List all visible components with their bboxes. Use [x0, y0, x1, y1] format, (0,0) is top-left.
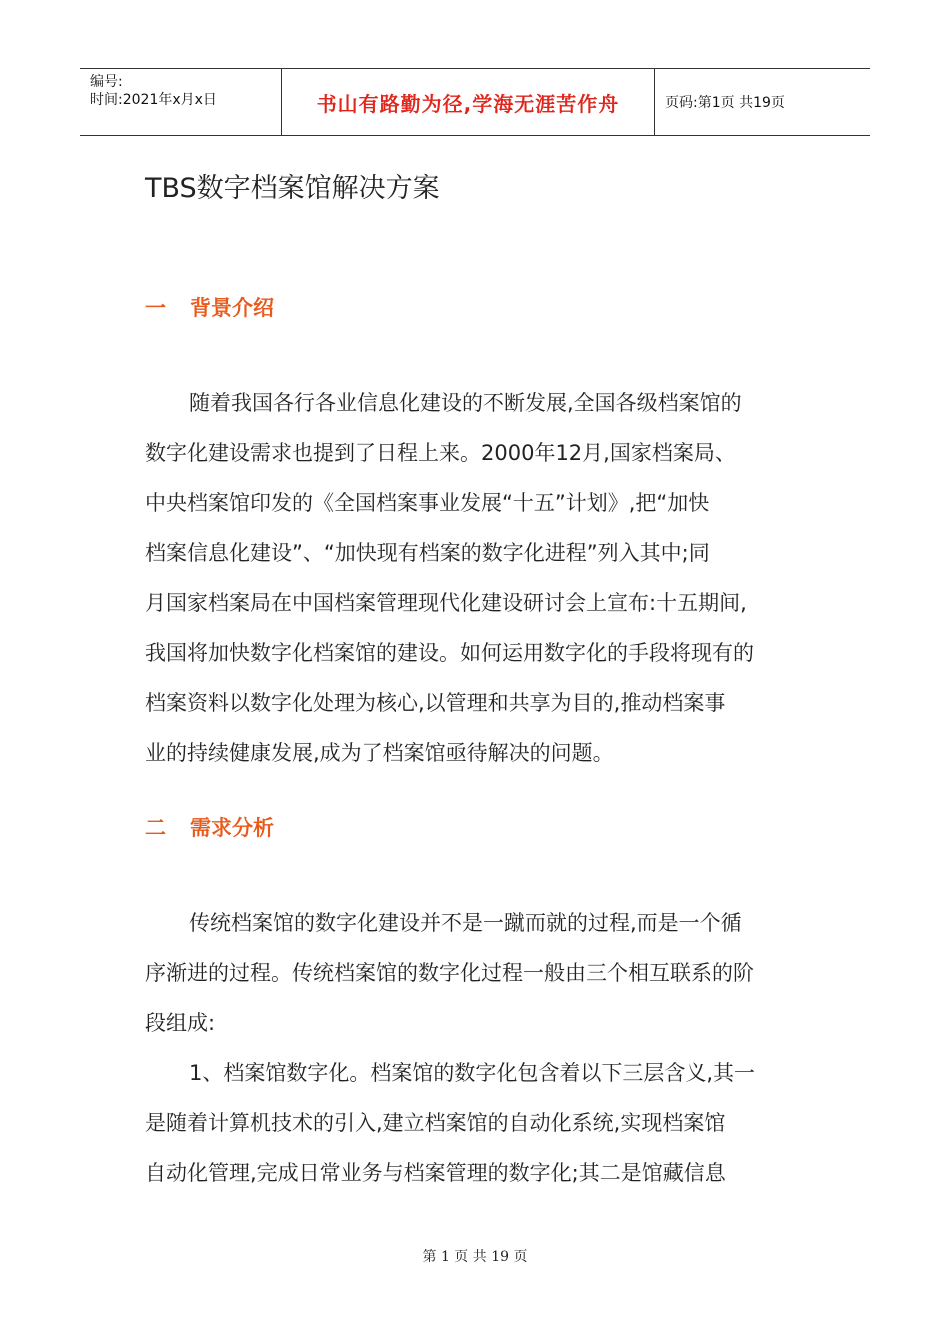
- footer-page-number: 第 1 页 共 19 页: [422, 1249, 528, 1265]
- section-heading-requirements: [145, 812, 274, 842]
- header-meta-cell: [80, 69, 281, 135]
- paragraph-line: 我国将加快数字化档案馆的建设。如何运用数字化的手段将现有的: [145, 641, 754, 665]
- paragraph-line: 段组成:: [145, 1011, 216, 1035]
- paragraph-line: 档案信息化建设”、“加快现有档案的数字化进程”列入其中;同: [145, 541, 710, 565]
- paragraph-line: 业的持续健康发展,成为了档案馆亟待解决的问题。: [145, 741, 614, 765]
- paragraph-line: 随着我国各行各业信息化建设的不断发展,全国各级档案馆的: [189, 391, 742, 415]
- paragraph-line: 传统档案馆的数字化建设并不是一蹴而就的过程,而是一个循: [189, 911, 742, 935]
- section-title: 需求分析: [190, 816, 274, 840]
- time-label: 时间:2021年x月x日: [90, 92, 217, 108]
- paragraph-requirements-item-1: [145, 1048, 815, 1198]
- paragraph-line: 中央档案馆印发的《全国档案事业发展“十五”计划》,把“加快: [145, 491, 710, 515]
- paragraph-line: 档案资料以数字化处理为核心,以管理和共享为目的,推动档案事: [145, 691, 726, 715]
- header-motto: 书山有路勤为径,学海无涯苦作舟: [316, 91, 620, 116]
- page-footer: [0, 1246, 950, 1266]
- section-title: 背景介绍: [190, 296, 274, 320]
- paragraph-line: 数字化建设需求也提到了日程上来。2000年12月,国家档案局、: [145, 441, 736, 465]
- header-page-info: 页码:第1页 共19页: [665, 95, 785, 111]
- section-number: 二: [145, 816, 166, 840]
- section-number: 一: [145, 296, 166, 320]
- serial-label: 编号:: [90, 74, 123, 90]
- paragraph-line: 是随着计算机技术的引入,建立档案馆的自动化系统,实现档案馆: [145, 1111, 726, 1135]
- paragraph-line: 自动化管理,完成日常业务与档案管理的数字化;其二是馆藏信息: [145, 1161, 726, 1185]
- header-motto-cell: [281, 69, 655, 135]
- document-header: [80, 68, 870, 136]
- paragraph-line: 1、档案馆数字化。档案馆的数字化包含着以下三层含义,其一: [189, 1061, 756, 1085]
- header-page-cell: [655, 69, 870, 135]
- paragraph-line: 序渐进的过程。传统档案馆的数字化过程一般由三个相互联系的阶: [145, 961, 754, 985]
- paragraph-line: 月国家档案局在中国档案管理现代化建设研讨会上宣布:十五期间,: [145, 591, 747, 615]
- paragraph-requirements-intro: [145, 898, 815, 1048]
- section-heading-background: [145, 292, 274, 322]
- document-title: TBS数字档案馆解决方案: [145, 173, 440, 204]
- paragraph-background: [145, 378, 815, 778]
